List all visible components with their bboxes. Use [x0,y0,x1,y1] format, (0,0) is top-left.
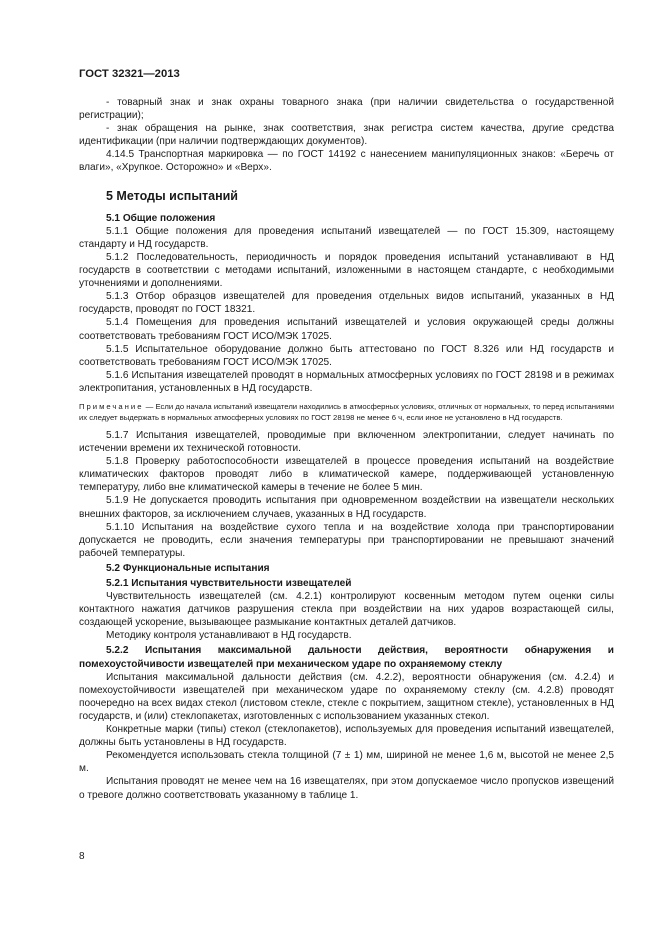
subsection-heading-5-2: 5.2 Функциональные испытания [106,562,270,574]
paragraph-5-1-6: 5.1.6 Испытания извещателей проводят в нормальных атмосферных условиях по ГОСТ 28198 и в режимах электропитания, установленных в НД государств. [79,369,614,394]
paragraph-5-1-2: 5.1.2 Последовательность, периодичность и порядок проведения испытаний устанавливают в НД государств в соответствии с методами испытаний, изложенными в настоящем стандарте, с необходимыми уточнениями и дополнениями. [79,251,614,290]
page-number: 8 [79,851,85,862]
paragraph-5-1-1: 5.1.1 Общие положения для проведения испытаний извещателей — по ГОСТ 15.309, настоящему стандарту и НД государств. [79,225,614,250]
paragraph-market-sign: - знак обращения на рынке, знак соответствия, знак регистра систем качества, другие средства идентификации (при наличии подтверждающих документов). [79,123,614,148]
paragraph-5-1-8: 5.1.8 Проверку работоспособности извещателей в процессе проведения испытаний на воздействие климатических факторов проводят либо в климатической камере, поддерживающей установленную температуру, либо вне климатической камеры в течение не более 5 мин. [79,456,614,494]
paragraph-detector-count: Испытания проводят не менее чем на 16 извещателях, при этом допускаемое число пропусков извещений о тревоге должно соответствовать указанному в таблице 1. [79,776,614,801]
document-header: ГОСТ 32321—2013 [79,68,180,80]
paragraph-5-1-10: 5.1.10 Испытания на воздействие сухого тепла и на воздействие холода при транспортировании допускается не проводить, если значения температуры при транспортировании не превышают значений рабочей температуры. [79,521,614,559]
subsection-heading-5-2-2: 5.2.2 Испытания максимальной дальности действия, вероятности обнаружения и помехоустойчивости извещателей при механическом ударе по охраняемому стеклу [79,645,614,670]
paragraph-trademark: - товарный знак и знак охраны товарного знака (при наличии свидетельства о государственной регистрации); [79,97,614,122]
paragraph-5-1-4: 5.1.4 Помещения для проведения испытаний извещателей и условия окружающей среды должны соответствовать требованиям ГОСТ ИСО/МЭК 17025. [79,317,614,342]
section-heading-5: 5 Методы испытаний [106,188,238,203]
paragraph-5-1-7: 5.1.7 Испытания извещателей, проводимые при включенном электропитании, следует начинать по истечении времени их технической готовности. [79,429,614,455]
subsection-heading-5-2-1: 5.2.1 Испытания чувствительности извещателей [106,578,352,589]
paragraph-glass-size: Рекомендуется использовать стекла толщиной (7 ± 1) мм, шириной не менее 1,6 м, высотой не менее 2,5 м. [79,750,614,775]
paragraph-sensitivity: Чувствительность извещателей (см. 4.2.1) контролируют косвенным методом путем оценки силы контактного нажатия датчиков разрушения стекла при воздействии на них ударов возрастающей силы, создающей ускорение, вызывающее размыкание контактных деталей датчиков. [79,591,614,629]
paragraph-5-1-3: 5.1.3 Отбор образцов извещателей для проведения отдельных видов испытаний, указанных в НД государств, проводят по ГОСТ 18321. [79,291,614,316]
paragraph-glass-types: Конкретные марки (типы) стекол (стеклопакетов), используемых для проведения испытаний извещателей, должны быть установлены в НД государств. [79,724,614,749]
document-body [79,96,614,802]
paragraph-4-14-5: 4.14.5 Транспортная маркировка — по ГОСТ 14192 с нанесением манипуляционных знаков: «Беречь от влаги», «Хрупкое. Осторожно» и «Верх». [79,149,614,174]
paragraph-method: Методику контроля устанавливают в НД государств. [106,630,352,642]
note-text: — Если до начала испытаний извещатели находились в атмосферных условиях, отличных от нормальных, то перед испытаниями их следует выдержать в нормальных атмосферных условиях по ГОСТ 28198 не менее 6 ч, если иное не установлено в НД государств. [79,401,614,423]
note-label: Примечание [79,401,144,411]
note [79,401,614,424]
paragraph-5-1-5: 5.1.5 Испытательное оборудование должно быть аттестовано по ГОСТ 8.326 или НД государств и соответствовать требованиям ГОСТ ИСО/МЭК 17025. [79,343,614,368]
subsection-heading-5-1: 5.1 Общие положения [106,212,216,224]
paragraph-max-range: Испытания максимальной дальности действия (см. 4.2.2), вероятности обнаружения (см. 4.2.4) и помехоустойчивости извещателей при механическом ударе по охраняемому стеклу (см. 4.2.8) проводят поочередно на всех видах стекол (листовом стекле, стекле с покрытием, защитном стекле), установленных в НД государств, и (или) стеклопакетах, изготовленных с использованием указанных стекол. [79,671,614,722]
paragraph-5-1-9: 5.1.9 Не допускается проводить испытания при одновременном воздействии на извещатели нескольких внешних факторов, за исключением случаев, указанных в НД государств. [79,495,614,520]
